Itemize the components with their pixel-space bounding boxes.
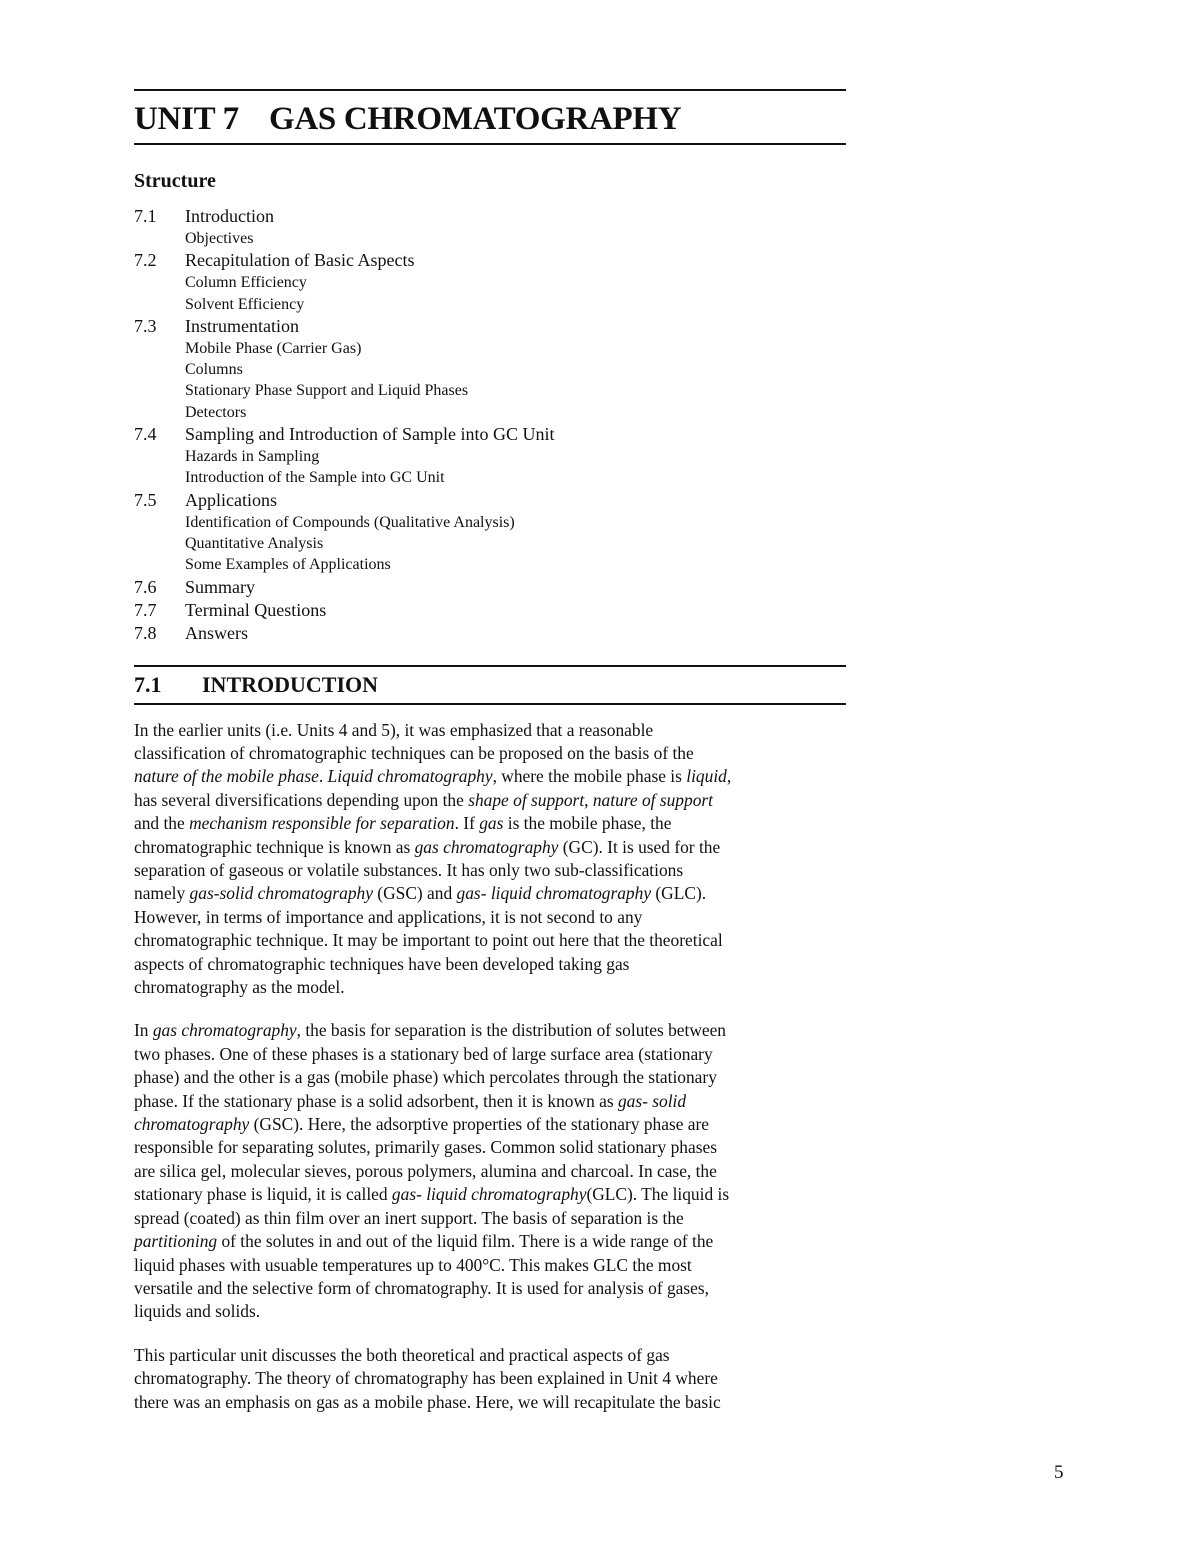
toc-item-number: 7.1 xyxy=(134,206,157,226)
toc-item-number: 7.7 xyxy=(134,599,157,620)
text-line xyxy=(134,1019,846,1042)
toc-item xyxy=(134,315,846,338)
toc-subitem: Solvent Efficiency xyxy=(185,295,305,313)
paragraph xyxy=(134,1019,846,1323)
text-run: This particular unit discusses the both theoretical and practical aspects of gas xyxy=(134,1344,670,1365)
text-run: liquid phases with usuable temperatures up to 400°C. This makes GLC the most xyxy=(134,1254,692,1275)
text-run: aspects of chromatographic techniques have been developed taking gas xyxy=(134,953,630,974)
toc-subitem: Introduction of the Sample into GC Unit xyxy=(185,469,445,487)
toc-item-number: 7.3 xyxy=(134,315,157,336)
toc-subitem: Objectives xyxy=(185,230,254,247)
italic-term: nature of the mobile phase xyxy=(134,766,319,787)
text-run: there was an emphasis on gas as a mobile phase. Here, we will recapitulate the basic xyxy=(134,1391,721,1412)
toc-subitem: Quantitative Analysis xyxy=(185,534,324,552)
text-run: chromatography as the model. xyxy=(134,977,345,998)
toc-item-number: 7.5 xyxy=(134,489,157,510)
text-line xyxy=(134,1344,846,1367)
text-line xyxy=(134,929,846,952)
italic-term: Liquid chromatography xyxy=(327,766,493,787)
text-run: (GC). It is used for the xyxy=(558,836,721,857)
body-text xyxy=(134,719,846,1414)
text-run: two phases. One of these phases is a stationary bed of large surface area (stationary xyxy=(134,1043,713,1064)
italic-term: gas xyxy=(479,813,504,834)
text-run: phase) and the other is a gas (mobile phase) which percolates through the stationary xyxy=(134,1067,717,1088)
toc-item-title: Applications xyxy=(185,489,277,510)
text-run: (GLC). The liquid is xyxy=(586,1184,730,1205)
text-run: chromatographic technique. It may be important to point out here that the theoretical xyxy=(134,930,723,951)
toc-item-title: Terminal Questions xyxy=(185,599,327,620)
italic-term: gas-solid chromatography xyxy=(189,883,373,904)
italic-term: shape of support xyxy=(468,789,585,810)
text-run: . xyxy=(318,766,328,787)
text-line xyxy=(134,1230,846,1253)
title-bottom-rule xyxy=(134,143,846,145)
text-line xyxy=(134,1207,846,1230)
toc-item-number: 7.2 xyxy=(134,250,157,271)
text-run: spread (coated) as thin film over an inert support. The basis of separation is the xyxy=(134,1207,684,1228)
italic-term: gas- liquid chromatography xyxy=(456,883,652,904)
text-run: stationary phase is liquid, it is called xyxy=(134,1184,392,1205)
text-run: In xyxy=(134,1020,153,1041)
text-line xyxy=(134,953,846,976)
structure-heading: Structure xyxy=(134,170,216,192)
text-run: responsible for separating solutes, primarily gases. Common solid stationary phases xyxy=(134,1137,717,1158)
toc-item-title: Summary xyxy=(185,576,255,597)
text-run: and the xyxy=(134,813,190,834)
toc-subitem: Mobile Phase (Carrier Gas) xyxy=(185,339,362,357)
text-run: , xyxy=(726,766,732,787)
italic-term: gas chromatography xyxy=(414,836,559,857)
toc-subitem: Some Examples of Applications xyxy=(185,556,391,574)
section-title xyxy=(134,667,846,703)
text-run: , where the mobile phase is xyxy=(492,766,687,787)
text-line xyxy=(134,1066,846,1089)
toc-subitem: Columns xyxy=(185,361,243,379)
toc-subitem: Hazards in Sampling xyxy=(185,448,320,466)
italic-term: gas chromatography xyxy=(152,1020,297,1041)
text-run: , xyxy=(584,789,593,810)
text-line xyxy=(134,1090,846,1113)
toc-item-number: 7.6 xyxy=(134,576,157,597)
text-line xyxy=(134,1367,846,1390)
text-run: (GLC). xyxy=(651,883,707,904)
italic-term: nature of support xyxy=(592,789,713,810)
section-introduction xyxy=(134,665,846,1414)
text-line xyxy=(134,1277,846,1300)
text-run: liquids and solids. xyxy=(134,1301,261,1322)
toc-subitem: Stationary Phase Support and Liquid Phases xyxy=(185,382,469,400)
toc-item-number: 7.8 xyxy=(134,622,157,643)
toc-item xyxy=(134,599,846,622)
text-line xyxy=(134,742,846,765)
text-run: However, in terms of importance and applications, it is not second to any xyxy=(134,906,643,927)
text-line xyxy=(134,1043,846,1066)
text-run: (GSC). Here, the adsorptive properties of the stationary phase are xyxy=(249,1114,710,1135)
text-run: has several diversifications depending upon the xyxy=(134,789,469,810)
text-run: separation of gaseous or volatile substances. It has only two sub-classifications xyxy=(134,860,684,880)
paragraph xyxy=(134,719,846,1000)
toc-item xyxy=(134,622,846,645)
text-run: chromatography. The theory of chromatography has been explained in Unit 4 where xyxy=(134,1368,718,1389)
text-run: In the earlier units (i.e. Units 4 and 5), it was emphasized that a reasonable xyxy=(134,719,654,740)
text-run: chromatographic technique is known as xyxy=(134,836,415,857)
italic-term: gas- liquid chromatography xyxy=(391,1184,587,1205)
italic-term: liquid xyxy=(686,766,727,787)
toc-item-title: Introduction xyxy=(185,206,274,226)
text-run: namely xyxy=(134,883,190,904)
page-number: 5 xyxy=(1054,1462,1064,1483)
text-line xyxy=(134,1160,846,1183)
text-run: is the mobile phase, the xyxy=(503,813,672,834)
text-run: , the basis for separation is the distribution of solutes between xyxy=(296,1020,727,1041)
table-of-contents xyxy=(134,205,846,645)
toc-subitem: Detectors xyxy=(185,403,247,421)
text-run: (GSC) and xyxy=(372,883,457,904)
page-content xyxy=(134,89,846,1414)
toc-item-number: 7.4 xyxy=(134,424,157,445)
toc-item xyxy=(134,205,846,228)
italic-term: gas- solid xyxy=(617,1090,687,1111)
toc-item xyxy=(134,423,846,446)
text-run: classification of chromatographic techniques can be proposed on the basis of the xyxy=(134,742,694,763)
text-line xyxy=(134,1254,846,1277)
text-line xyxy=(134,1300,846,1323)
toc-item xyxy=(134,489,846,512)
toc-item-title: Answers xyxy=(185,622,248,643)
text-line xyxy=(134,812,846,835)
text-run: phase. If the stationary phase is a solid adsorbent, then it is known as xyxy=(134,1090,618,1111)
text-line xyxy=(134,765,846,788)
section-number: 7.1 xyxy=(134,671,162,697)
text-run: versatile and the selective form of chromatography. It is used for analysis of gases, xyxy=(134,1277,709,1298)
toc-item xyxy=(134,249,846,272)
text-line xyxy=(134,719,846,742)
toc-item-title: Recapitulation of Basic Aspects xyxy=(185,250,415,271)
text-line xyxy=(134,836,846,859)
toc-item xyxy=(134,576,846,599)
text-line xyxy=(134,1391,846,1414)
text-line xyxy=(134,1136,846,1159)
toc-item-title: Sampling and Introduction of Sample into GC Unit xyxy=(185,424,555,445)
text-line xyxy=(134,789,846,812)
unit-number: UNIT 7 xyxy=(134,101,239,137)
section-name: INTRODUCTION xyxy=(202,671,379,697)
text-line xyxy=(134,859,846,882)
italic-term: mechanism responsible for separation xyxy=(189,813,455,834)
text-line xyxy=(134,1113,846,1136)
text-run: . If xyxy=(454,813,480,834)
unit-title xyxy=(134,91,846,143)
text-line xyxy=(134,906,846,929)
toc-item-title: Instrumentation xyxy=(185,315,299,336)
unit-name: GAS CHROMATOGRAPHY xyxy=(269,101,682,137)
toc-subitem: Identification of Compounds (Qualitative Analysis) xyxy=(185,513,515,531)
section-bottom-rule xyxy=(134,703,846,705)
italic-term: chromatography xyxy=(134,1114,250,1135)
text-line xyxy=(134,976,846,999)
paragraph xyxy=(134,1344,846,1414)
text-line xyxy=(134,1183,846,1206)
text-run: of the solutes in and out of the liquid film. There is a wide range of the xyxy=(217,1231,714,1252)
text-line xyxy=(134,882,846,905)
toc-subitem: Column Efficiency xyxy=(185,274,307,292)
italic-term: partitioning xyxy=(134,1231,218,1252)
text-run: are silica gel, molecular sieves, porous polymers, alumina and charcoal. In case, the xyxy=(134,1160,717,1181)
